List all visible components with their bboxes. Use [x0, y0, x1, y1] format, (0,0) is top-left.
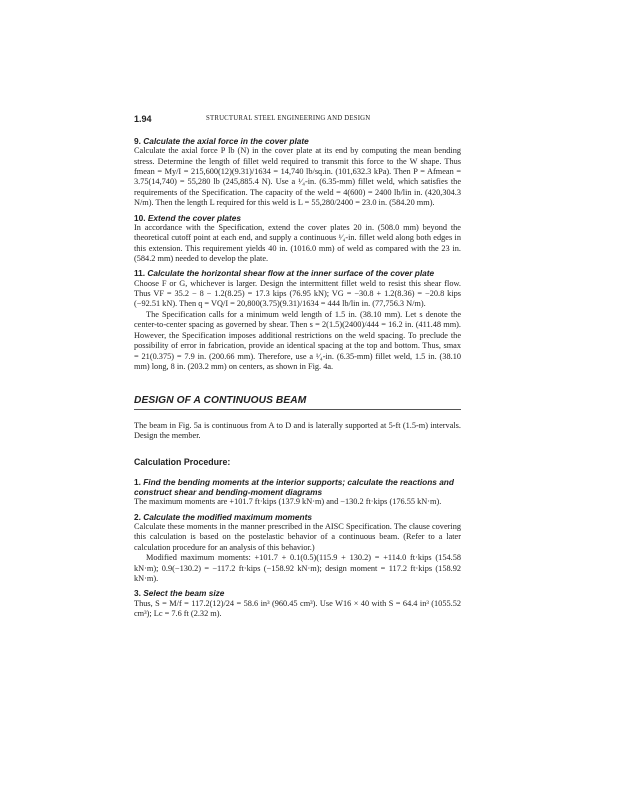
step-heading: [134, 268, 461, 278]
page-content: [134, 132, 461, 619]
step-title: Calculate the axial force in the cover plate: [143, 136, 309, 146]
step-2: [134, 512, 461, 585]
step-number: 2.: [134, 511, 141, 522]
step-number: 1.: [134, 476, 141, 487]
step-number: 10.: [134, 212, 146, 223]
step-title: Calculate the horizontal shear flow at the inner surface of the cover plate: [147, 268, 435, 279]
step-paragraph: Calculate these moments in the manner prescribed in the AISC Specification. The clause covering this calculation is based on the postelastic behavior of a continuous beam. (Refer to a later calculation procedure for an analysis of this behavior.): [134, 521, 461, 552]
step-10: [134, 213, 461, 265]
step-title: Select the beam size: [143, 588, 225, 599]
step-11: [134, 268, 461, 372]
step-paragraph: Thus, S = M/f = 117.2(12)/24 = 58.6 in³ (960.45 cm³). Use W16 × 40 with S = 64.4 in³ (1055.52 cm³); Lc = 7.6 ft (2.32 m).: [134, 598, 461, 619]
step-3: [134, 588, 461, 619]
running-title: STRUCTURAL STEEL ENGINEERING AND DESIGN: [206, 115, 371, 122]
step-paragraph: Modified maximum moments: +101.7 + 0.1(0.5)(115.9 + 130.2) = +114.0 ft·kips (154.58 kN·m); 0.9(−130.2) = −117.2 ft·kips (−158.92 kN·m); design moment = 117.2 ft·kips (158.92 kN·m).: [134, 553, 461, 583]
step-title: Find the bending moments at the interior supports; calculate the reactions and construct shear and bending-moment diagrams: [134, 476, 454, 498]
procedure-heading: Calculation Procedure:: [134, 456, 231, 467]
step-paragraph: The maximum moments are +101.7 ft·kips (137.9 kN·m) and −130.2 ft·kips (176.55 kN·m).: [134, 497, 442, 507]
step-paragraph: Calculate the axial force P lb (N) in the cover plate at its end by computing the mean bending stress. Determine the length of fillet weld required to transmit this force to the W shape. Thus fmean = My/I = 215,600(12)(9.31)/1634 = 14,740 lb/sq.in. (101,632.3 kPa). Then P = Afmean = 3.75(14,740) = 55,280 lb (245,885.4 N). Use a ¹⁄₄-in. (6.35-mm) fillet weld, which satisfies the requirements of the Specification. The capacity of the weld = 4(600) = 2400 lb/lin in. (420,304.3 N/m). Then the length L required for this weld is L = 55,280/2400 = 23.0 in. (584.20 mm).: [134, 146, 461, 208]
step-number: 9.: [134, 136, 141, 146]
step-heading: [134, 213, 461, 223]
step-heading: [134, 512, 461, 522]
step-heading: [134, 477, 461, 497]
step-paragraph: The Specification calls for a minimum weld length of 1.5 in. (38.10 mm). Let s denote the center-to-center spacing as governed by shear. Then s = 2(1.5)(2400)/444 = 16.2 in. (411.48 mm). However, the Specification imposes additional restrictions on the weld spacing. To preclude the possibility of error in fabrication, provide an identical spacing at the top and bottom. Thus, smax = 21(0.375) = 7.9 in. (200.66 mm). Therefore, use a ¹⁄₄-in. (6.35-mm) fillet weld, 1.5 in. (38.10 mm) long, 8 in. (203.2 mm) on centers, as shown in Fig. 4a.: [134, 309, 461, 371]
step-9: [134, 136, 461, 209]
step-title: Calculate the modified maximum moments: [143, 511, 312, 522]
section-intro: The beam in Fig. 5a is continuous from A to D and is laterally supported at 5-ft (1.5-m) intervals. Design the member.: [134, 420, 461, 441]
step-number: 3.: [134, 588, 141, 599]
section-title: DESIGN OF A CONTINUOUS BEAM: [134, 396, 461, 409]
step-1: [134, 477, 461, 508]
step-heading: [134, 136, 461, 146]
step-paragraph: In accordance with the Specification, extend the cover plates 20 in. (508.0 mm) beyond the theoretical cutoff point at each end, and supply a continuous ¹⁄₄-in. fillet weld along both edges in this extension. This requirement yields 40 in. (1016.0 mm) of weld as compared with the 23 in. (584.2 mm) needed to develop the plate.: [134, 222, 461, 264]
step-number: 11.: [134, 268, 146, 279]
step-paragraph: Choose F or G, whichever is larger. Design the intermittent fillet weld to resist this shear flow. Thus VF = 35.2 − 8 − 1.2(8.25) = 17.3 kips (76.95 kN); VG = −30.8 + 1.2(8.36) = −20.8 kips (−92.51 kN). Then q = VQ/I = 20,800(3.75)(9.31)/1634 = 444 lb/lin in. (77,756.3 N/m).: [134, 278, 461, 309]
step-heading: [134, 588, 461, 598]
step-title: Extend the cover plates: [147, 212, 242, 223]
page-number: 1.94: [134, 114, 152, 124]
page-header: [134, 114, 460, 124]
